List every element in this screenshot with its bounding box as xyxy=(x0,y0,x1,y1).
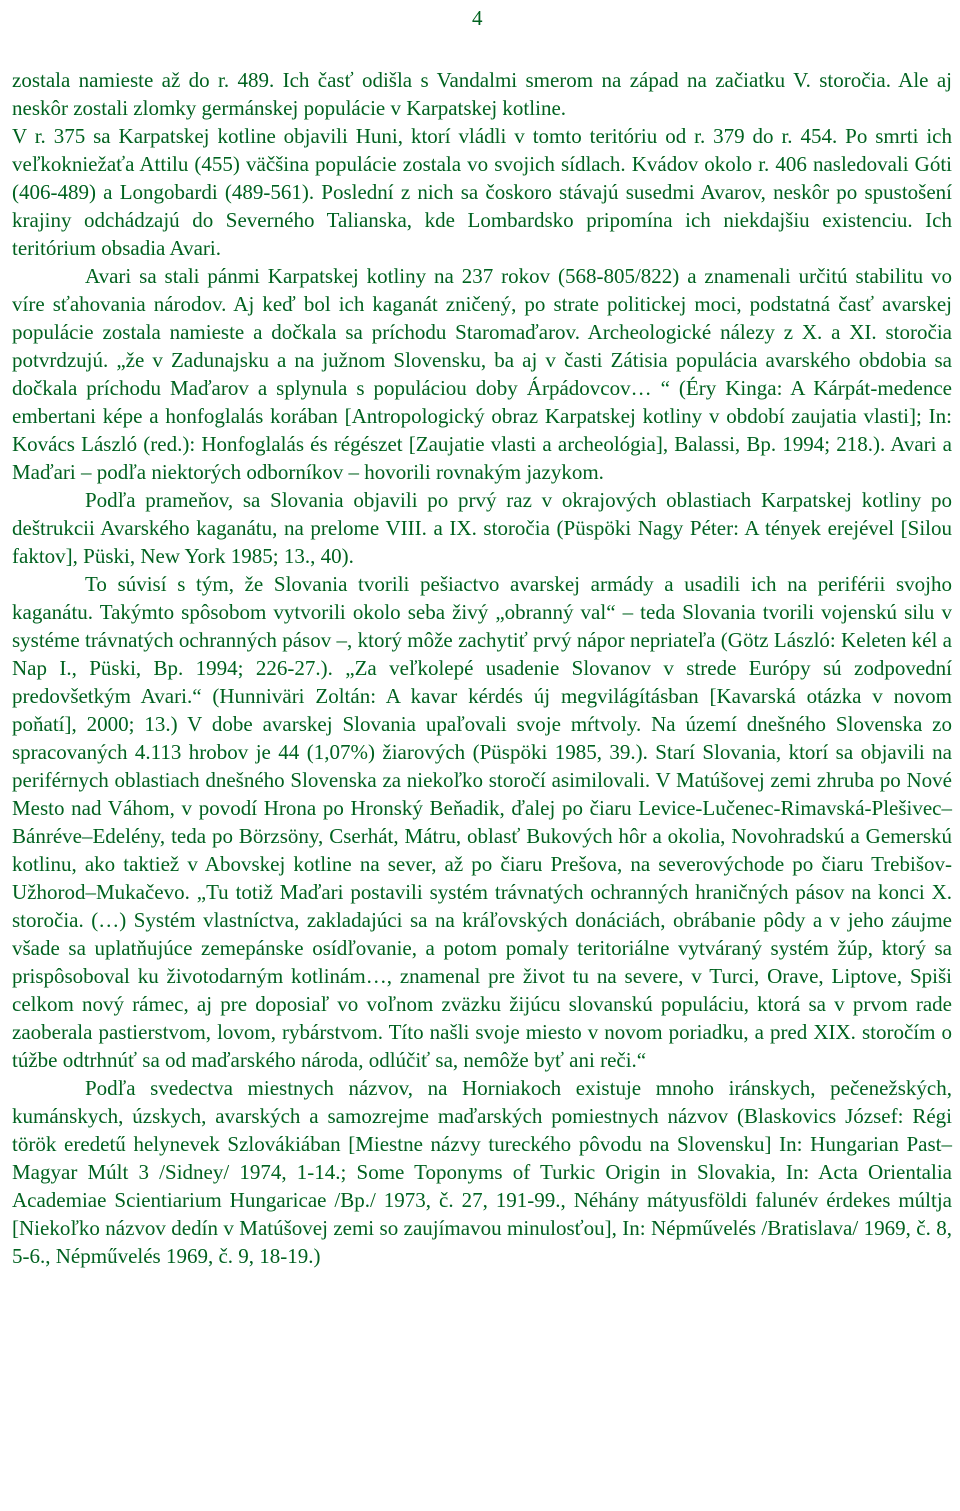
paragraph-slovania-pramene: Podľa prameňov, sa Slovania objavili po prvý raz v okrajových oblastiach Karpatskej kotliny po deštrukcii Avarského kaganátu, na prelome VIII. a IX. storočia (Püspöki Nagy Péter: A tények erejével [Silou faktov], Püski, New York 1985; 13., 40). xyxy=(12,488,952,568)
page-number: 4 xyxy=(472,6,483,30)
paragraph-avari: Avari sa stali pánmi Karpatskej kotliny na 237 rokov (568-805/822) a znamenali určitú stabilitu vo víre sťahovania národov. Aj keď bol ich kaganát zničený, po strate politickej moci, podstatná časť avarskej populácie zostala namieste a dočkala sa príchodu Staromaďarov. Archeologické nálezy z X. a XI. storočia potvrdzujú. „že v Zadunajsku a na južnom Slovensku, ba aj v časti Zátisia populácia avarského obdobia sa dočkala príchodu Maďarov a splynula s populáciou doby Árpádovcov… “ (Éry Kinga: A Kárpát-medence embertani képe a honfoglalás korában [Antropologický obraz Karpatskej kotliny v období zaujatia vlasti]; In: Kovács László (red.): Honfoglalás és régészet [Zaujatie vlasti a archeológia], Balassi, Bp. 1994; 218.). Avari a Maďari – podľa niektorých odborníkov – hovorili rovnakým jazykom. xyxy=(12,264,952,484)
paragraph-continuation: zostala namieste až do r. 489. Ich časť odišla s Vandalmi smerom na západ na začiatku V. storočia. Ale aj neskôr zostali zlomky germánskej populácie v Karpatskej kotline. xyxy=(12,68,952,120)
paragraph-miestne-nazvy: Podľa svedectva miestnych názvov, na Horniakoch existuje mnoho iránskych, pečenežských, kumánskych, úzskych, avarských a samozrejme maďarských pomiestnych názvov (Blaskovics József: Régi török eredetű helynevek Szlovákiában [Miestne názvy tureckého pôvodu na Slovensku] In: Hungarian Past–Magyar Múlt 3 /Sidney/ 1974, 1-14.; Some Toponyms of Turkic Origin in Slovakia, In: Acta Orientalia Academiae Scientiarium Hungaricae /Bp./ 1973, č. 27, 191-99., Néhány mátyusföldi falunév érdekes múltja [Niekoľko názvov dedín v Matúšovej zemi so zaujímavou minulosťou], In: Népművelés /Bratislava/ 1969, č. 8, 5-6., Népművelés 1969, č. 9, 18-19.) xyxy=(12,1076,952,1268)
paragraph-pesiactvo: To súvisí s tým, že Slovania tvorili pešiactvo avarskej armády a usadili ich na periférii svojho kaganátu. Takýmto spôsobom vytvorili okolo seba živý „obranný val“ – teda Slovania tvorili vojenskú silu v systéme trávnatých ochranných pásov –, ktorý môže zachytiť prvý nápor nepriateľa (Götz László: Keleten kél a Nap I., Püski, Bp. 1994; 226-27.). „Za veľkolepé usadenie Slovanov v strede Európy sú zodpovední predovšetkým Avari.“ (Hunniväri Zoltán: A kavar kérdés új megvilágításban [Kavarská otázka v novom poňatí], 2000; 13.) V dobe avarskej Slovania upaľovali svoje mŕtvoly. Na území dnešného Slovenska zo spracovaných 4.113 hrobov je 44 (1,07%) žiarových (Püspöki 1985, 39.). Starí Slovania, ktorí sa objavili na periférnych oblastiach dnešného Slovenska za niekoľko storočí asimilovali. V Matúšovej zemi zhruba po Nové Mesto nad Váhom, v povodí Hrona po Hronský Beňadik, ďalej po čiaru Levice-Lučenec-Rimavská-Plešivec–Bánréve–Edelény, teda po Börzsöny, Cserhát, Mátru, oblasť Bukových hôr a okolia, Novohradskú a Gemerskú kotlinu, ako taktiež v Abovskej kotline na sever, až po čiaru Prešova, na severovýchode po čiaru Trebišov-Užhorod–Mukačevo. „Tu totiž Maďari postavili systém trávnatých ochranných hraničných pásov na konci X. storočia. (…) Systém vlastníctva, zakladajúci sa na kráľovských donáciách, obrábanie pôdy a v jeho záujme všade sa uplatňujúce zemepánske osídľovanie, a potom pomaly teritoriálne vytváraný systém žúp, ktorý sa prispôsoboval ku životodarným kotlinám…, znamenal pre život tu na severe, v Turci, Orave, Liptove, Spiši celkom nový rámec, aj pre doposiaľ vo voľnom zväzku žijúcu slovanskú populáciu, ktorá sa v prvom rade zaoberala pastierstvom, lovom, rybárstvom. Títo našli svoje miesto v novom poriadku, a pred XIX. storočím o túžbe odtrhnúť sa od maďarského národa, odlúčiť sa, nemôže byť ani reči.“ xyxy=(12,572,952,1072)
paragraph-huni: V r. 375 sa Karpatskej kotline objavili Huni, ktorí vládli v tomto teritóriu od r. 379 do r. 454. Po smrti ich veľkokniežaťa Attilu (455) väčšina populácie zostala vo svojich sídlach. Kvádov okolo r. 406 nasledovali Góti (406-489) a Longobardi (489-561). Poslední z nich sa čoskoro stávajú susedmi Avarov, neskôr po spustošení krajiny odchádzajú do Severného Talianska, kde Lombardsko pripomína ich niekdajšiu existenciu. Ich teritórium obsadia Avari. xyxy=(12,124,952,260)
body-text xyxy=(12,66,952,1270)
